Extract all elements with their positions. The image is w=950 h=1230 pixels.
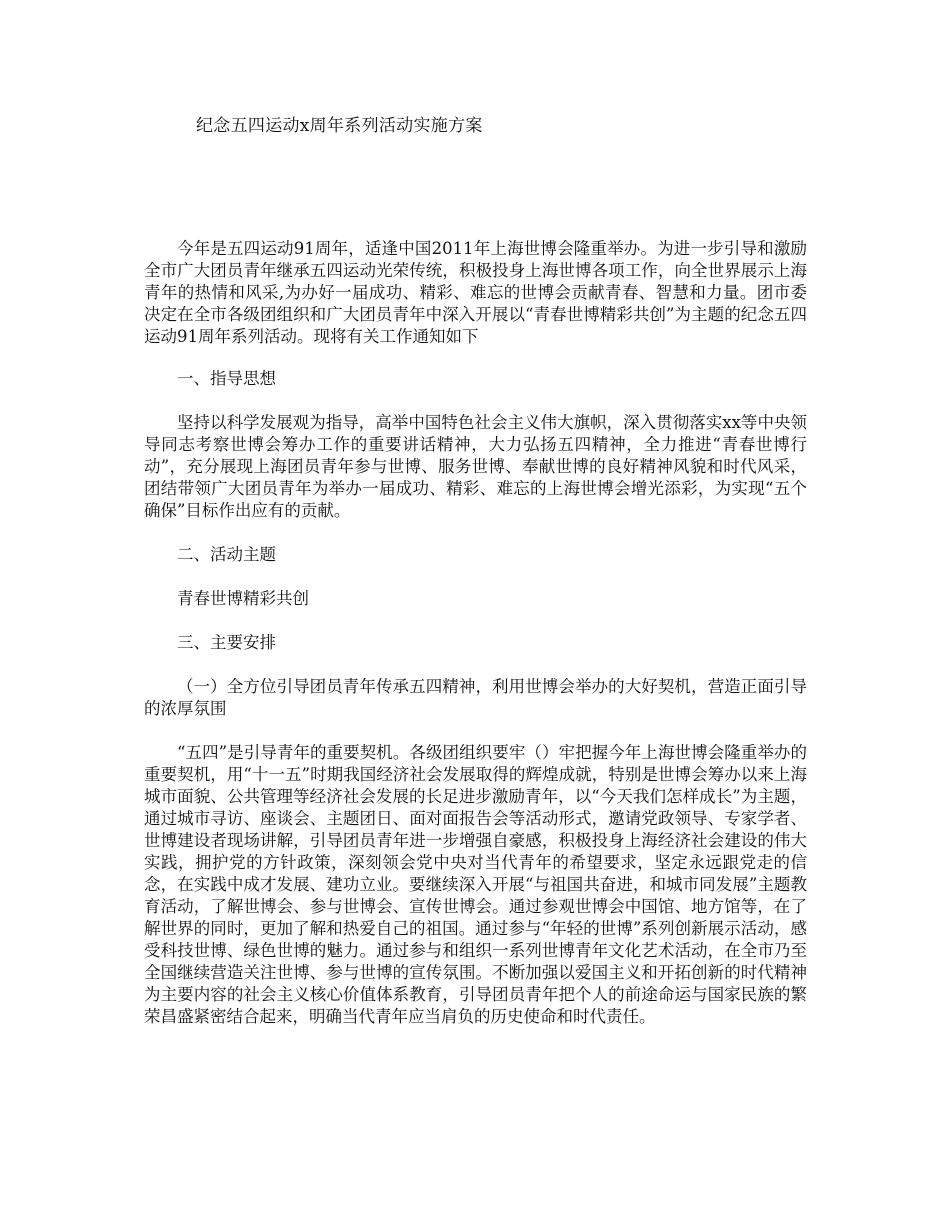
section-heading-main-arrangements: 三、主要安排	[177, 633, 276, 652]
activity-theme-text: 青春世博精彩共创	[177, 589, 309, 608]
subsection-heading-one: （一）全方位引导团员青年传承五四精神，利用世博会举办的大好契机，营造正面引导的浓厚氛围	[144, 677, 807, 718]
main-arrangement-paragraph: “五四”是引导青年的重要契机。各级团组织要牢（）牢把握今年上海世博会隆重举办的重要契机，用“十一五”时期我国经济社会发展取得的辉煌成就，特别是世博会筹办以来上海城市面貌、公共管理等经济社会发展的长足进步激励青年，以“今天我们怎样成长”为主题，通过城市寻访、座谈会、主题团日、面对面报告会等活动形式，邀请党政领导、专家学者、世博建设者现场讲解，引导团员青年进一步增强自豪感，积极投身上海经济社会建设的伟大实践，拥护党的方针政策，深刻领会党中央对当代青年的希望要求，坚定永远跟党走的信念，在实践中成才发展、建功立业。要继续深入开展“与祖国共奋进，和城市同发展”主题教育活动，了解世博会、参与世博会、宣传世博会。通过参观世博会中国馆、地方馆等，在了解世界的同时，更加了解和热爱自己的祖国。通过参与“年轻的世博”系列创新展示活动，感受科技世博、绿色世博的魅力。通过参与和组织一系列世博青年文化艺术活动，在全市乃至全国继续营造关注世博、参与世博的宣传氛围。不断加强以爱国主义和开拓创新的时代精神为主要内容的社会主义核心价值体系教育，引导团员青年把个人的前途命运与国家民族的繁荣昌盛紧密结合起来，明确当代青年应当肩负的历史使命和时代责任。	[144, 743, 807, 1026]
document-body	[144, 238, 807, 1050]
section-heading-guiding-ideology: 一、指导思想	[177, 369, 276, 388]
document-title: 纪念五四运动x周年系列活动实施方案	[196, 116, 483, 136]
intro-paragraph: 今年是五四运动91周年，适逢中国2011年上海世博会隆重举办。为进一步引导和激励全市广大团员青年继承五四运动光荣传统，积极投身上海世博各项工作，向全世界展示上海青年的热情和风采,为办好一届成功、精彩、难忘的世博会贡献青春、智慧和力量。团市委决定在全市各级团组织和广大团员青年中深入开展以“青春世博精彩共创”为主题的纪念五四运动91周年系列活动。现将有关工作通知如下	[144, 239, 807, 346]
guiding-ideology-paragraph: 坚持以科学发展观为指导，高举中国特色社会主义伟大旗帜，深入贯彻落实xx等中央领导同志考察世博会筹办工作的重要讲话精神，大力弘扬五四精神，全力推进“青春世博行动”，充分展现上海团员青年参与世博、服务世博、奉献世博的良好精神风貌和时代风采，团结带领广大团员青年为举办一届成功、精彩、难忘的上海世博会增光添彩，为实现“五个确保”目标作出应有的贡献。	[144, 413, 807, 520]
section-heading-activity-theme: 二、活动主题	[177, 545, 276, 564]
